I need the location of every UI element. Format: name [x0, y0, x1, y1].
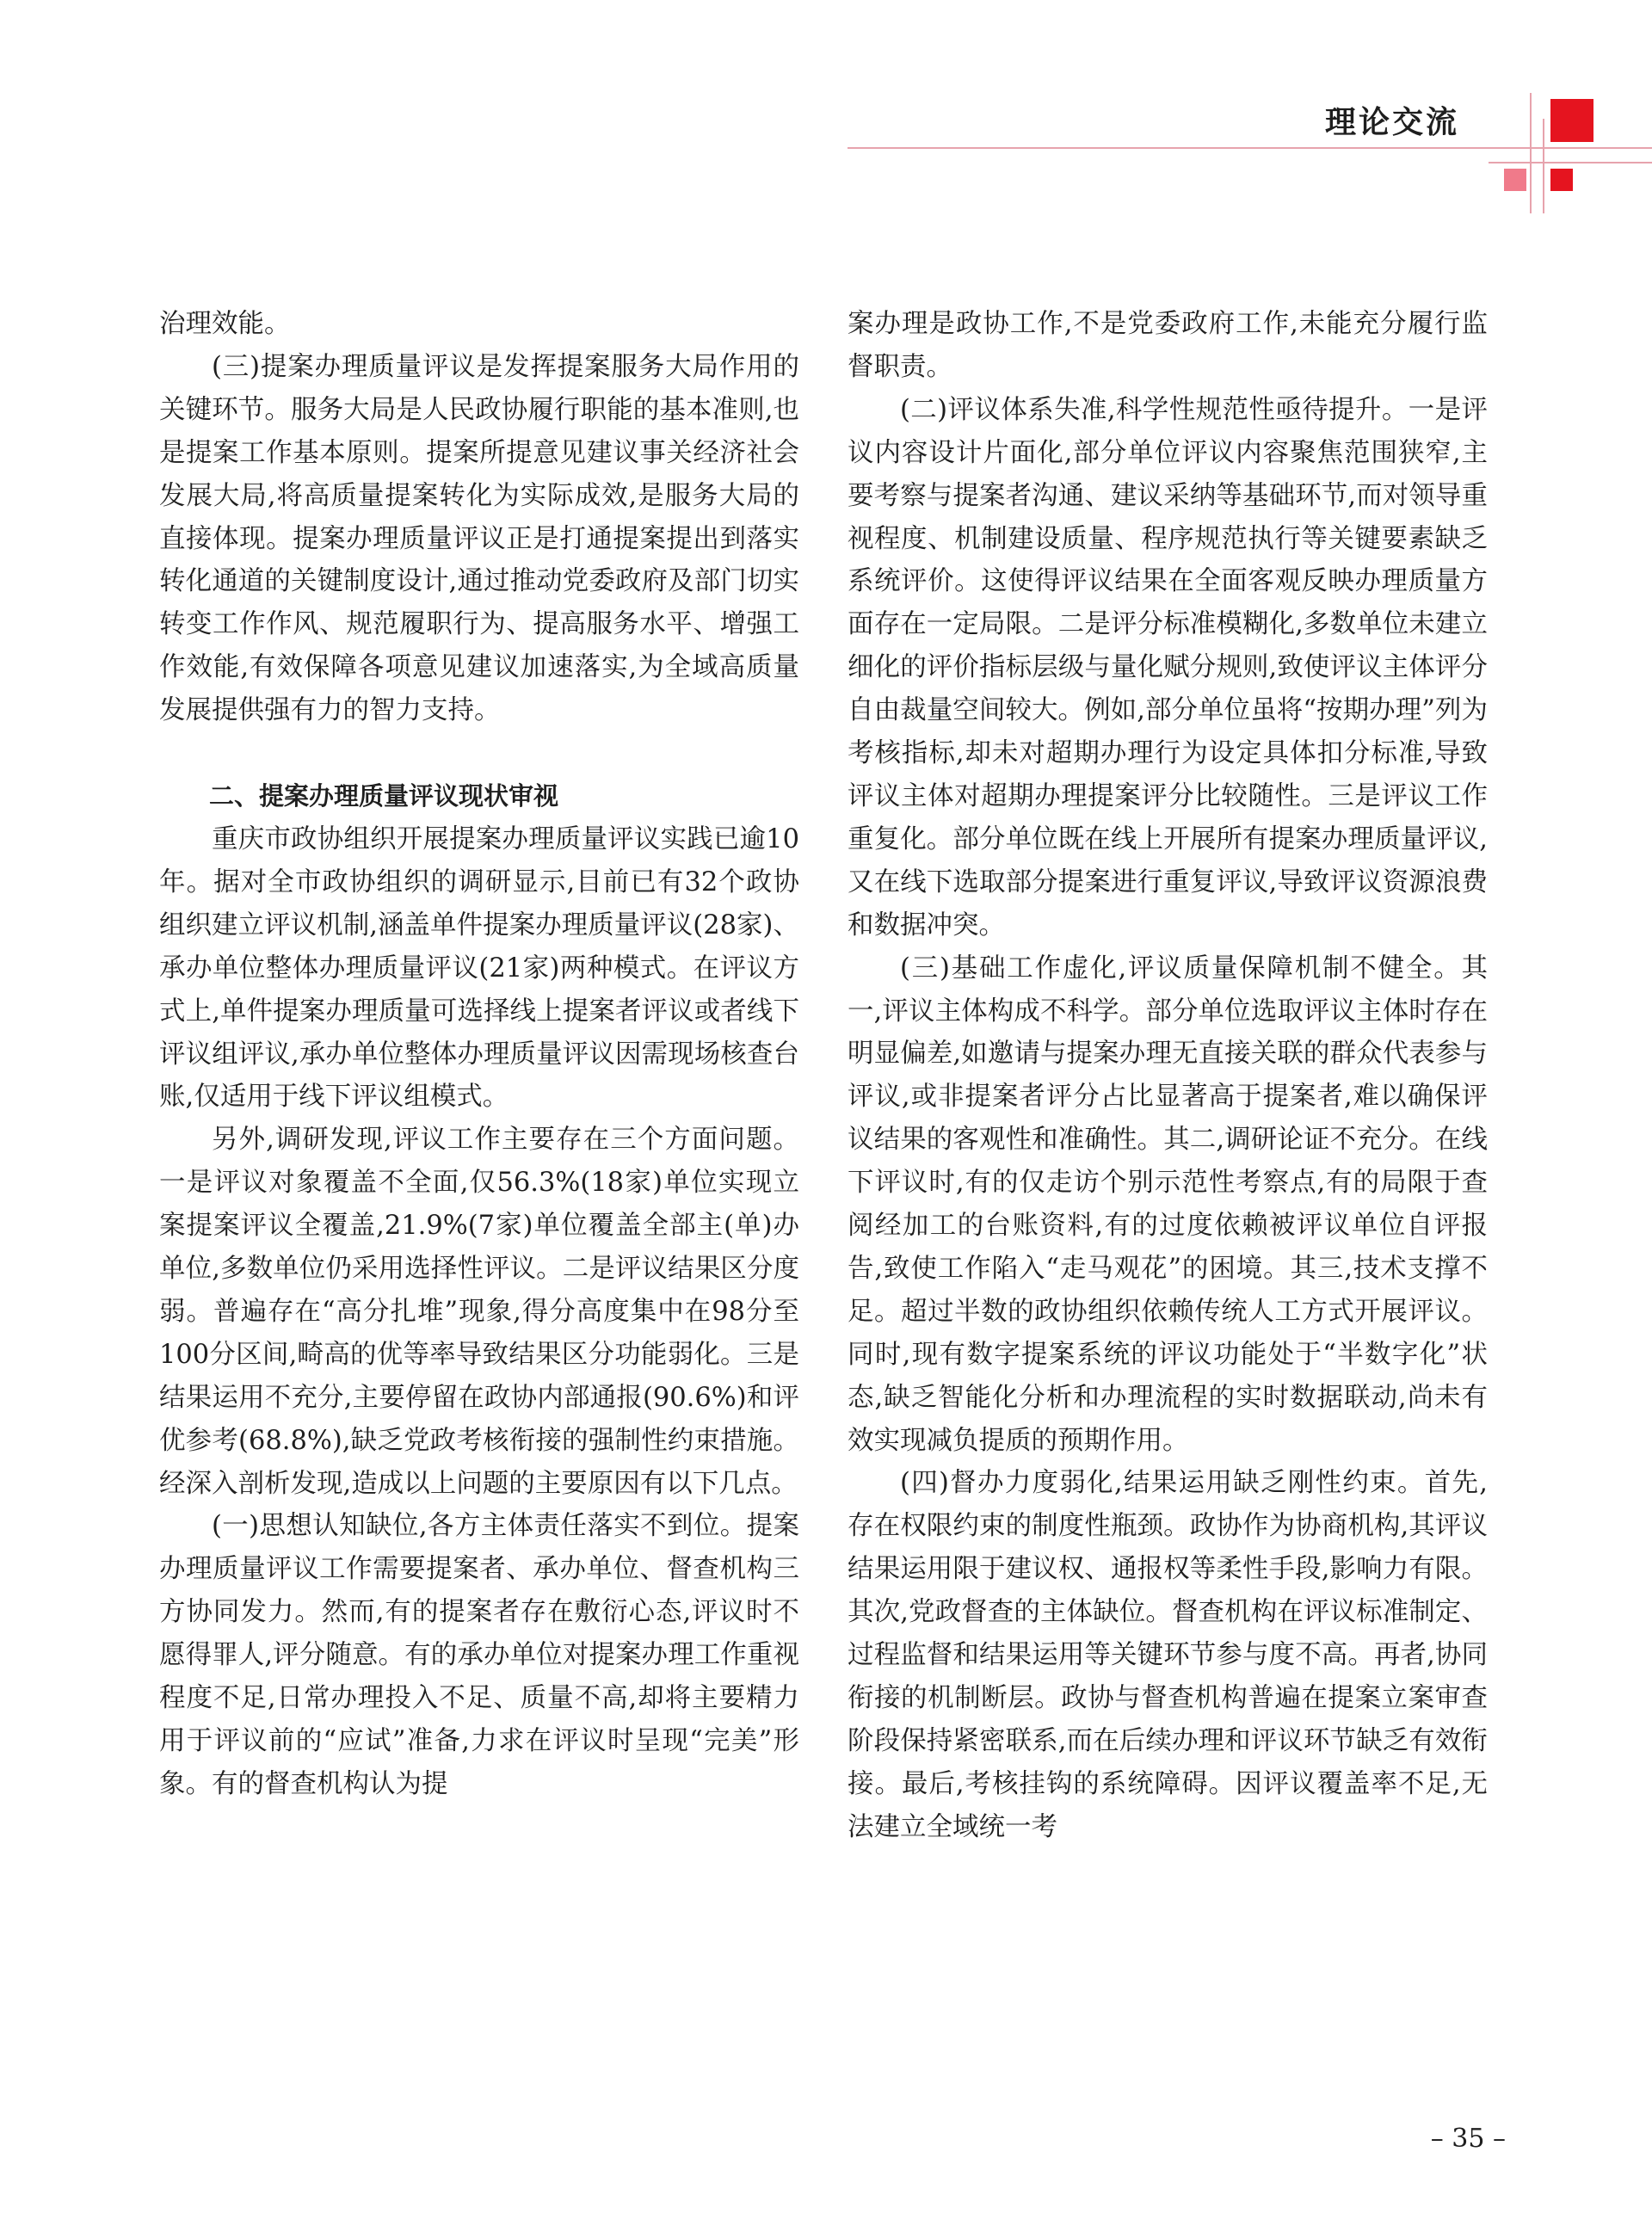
paragraph: (四)督办力度弱化,结果运用缺乏刚性约束。首先,存在权限约束的制度性瓶颈。政协作为协商机构,其评议结果运用限于建议权、通报权等柔性手段,影响力有限。其次,党政督查的主体缺位。督查机构在评议标准制定、过程监督和结果运用等关键环节参与度不高。再者,协同衔接的机制断层。政协与督查机构普遍在提案立案审查阶段保持紧密联系,而在后续办理和评议环节缺乏有效衔接。最后,考核挂钩的系统障碍。因评议覆盖率不足,无法建立全域统一考 — [848, 1468, 1488, 1842]
header-rule-short — [1489, 162, 1652, 163]
accent-square-large — [1550, 99, 1593, 142]
section-title: 理论交流 — [1325, 105, 1460, 140]
accent-square-small — [1550, 169, 1573, 191]
left-column — [159, 303, 799, 1806]
paragraph: (三)提案办理质量评议是发挥提案服务大局作用的关键环节。服务大局是人民政协履行职能的基本准则,也是提案工作基本原则。提案所提意见建议事关经济社会发展大局,将高质量提案转化为实际成效,是服务大局的直接体现。提案办理质量评议正是打通提案提出到落实转化通道的关键制度设计,通过推动党委政府及部门切实转变工作作风、规范履职行为、提高服务水平、增强工作效能,有效保障各项意见建议加速落实,为全域高质量发展提供强有力的智力支持。 — [159, 351, 799, 726]
paragraph: 另外,调研发现,评议工作主要存在三个方面问题。一是评议对象覆盖不全面,仅56.3%(18家)单位实现立案提案评议全覆盖,21.9%(7家)单位覆盖全部主(单)办单位,多数单位仍采用选择性评议。二是评议结果区分度弱。普遍存在“高分扎堆”现象,得分高度集中在98分至100分区间,畸高的优等率导致结果区分功能弱化。三是结果运用不充分,主要停留在政协内部通报(90.6%)和评优参考(68.8%),缺乏党政考核衔接的强制性约束措施。经深入剖析发现,造成以上问题的主要原因有以下几点。 — [159, 1125, 799, 1499]
section-heading: 二、提案办理质量评议现状审视 — [209, 781, 559, 811]
paragraph-continuation: 案办理是政协工作,不是党委政府工作,未能充分履行监督职责。 — [848, 309, 1488, 382]
header-vertical-rule-2 — [1543, 119, 1544, 213]
paragraph: (三)基础工作虚化,评议质量保障机制不健全。其一,评议主体构成不科学。部分单位选取评议主体时存在明显偏差,如邀请与提案办理无直接关联的群众代表参与评议,或非提案者评分占比显著高于提案者,难以确保评议结果的客观性和准确性。其二,调研论证不充分。在线下评议时,有的仅走访个别示范性考察点,有的局限于查阅经加工的台账资料,有的过度依赖被评议单位自评报告,致使工作陷入“走马观花”的困境。其三,技术支撑不足。超过半数的政协组织依赖传统人工方式开展评议。同时,现有数字提案系统的评议功能处于“半数字化”状态,缺乏智能化分析和办理流程的实时数据联动,尚未有效实现减负提质的预期作用。 — [848, 953, 1488, 1456]
paragraph: (二)评议体系失准,科学性规范性亟待提升。一是评议内容设计片面化,部分单位评议内容聚焦范围狭窄,主要考察与提案者沟通、建议采纳等基础环节,而对领导重视程度、机制建设质量、程序规范执行等关键要素缺乏系统评价。这使得评议结果在全面客观反映办理质量方面存在一定局限。二是评分标准模糊化,多数单位未建立细化的评价指标层级与量化赋分规则,致使评议主体评分自由裁量空间较大。例如,部分单位虽将“按期办理”列为考核指标,却未对超期办理行为设定具体扣分标准,导致评议主体对超期办理提案评分比较随性。三是评议工作重复化。部分单位既在线上开展所有提案办理质量评议,又在线下选取部分提案进行重复评议,导致评议资源浪费和数据冲突。 — [848, 394, 1488, 940]
page-number: – 35 – — [1430, 2124, 1506, 2154]
header-vertical-rule — [1530, 93, 1532, 213]
accent-square-small-light — [1504, 169, 1526, 191]
paragraph-continuation: 治理效能。 — [159, 309, 291, 339]
paragraph: (一)思想认知缺位,各方主体责任落实不到位。提案办理质量评议工作需要提案者、承办单位、督查机构三方协同发力。然而,有的提案者存在敷衍心态,评议时不愿得罪人,评分随意。有的承办单位对提案办理工作重视程度不足,日常办理投入不足、质量不高,却将主要精力用于评议前的“应试”准备,力求在评议时呈现“完美”形象。有的督查机构认为提 — [159, 1511, 799, 1799]
right-column — [848, 303, 1488, 1849]
paragraph: 重庆市政协组织开展提案办理质量评议实践已逾10年。据对全市政协组织的调研显示,目前已有32个政协组织建立评议机制,涵盖单件提案办理质量评议(28家)、承办单位整体办理质量评议(21家)两种模式。在评议方式上,单件提案办理质量可选择线上提案者评议或者线下评议组评议,承办单位整体办理质量评议因需现场核查台账,仅适用于线下评议组模式。 — [159, 823, 799, 1113]
